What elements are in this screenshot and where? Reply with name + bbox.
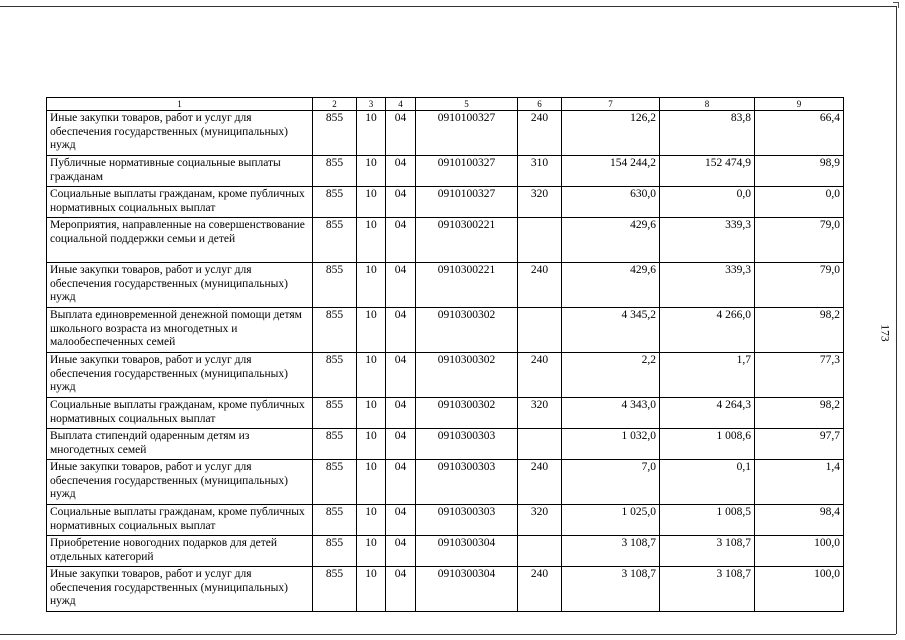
executed-amount-cell: 1 008,5 bbox=[660, 505, 755, 536]
table-row bbox=[47, 263, 844, 308]
description-cell: Иные закупки товаров, работ и услуг для обеспечения государственных (муниципальных) нужд bbox=[47, 567, 313, 612]
corner-mark bbox=[893, 2, 899, 8]
executed-amount-cell: 3 108,7 bbox=[660, 567, 755, 612]
expense-type-cell bbox=[518, 218, 562, 263]
execution-percent-cell: 97,7 bbox=[755, 429, 844, 460]
table-row bbox=[47, 156, 844, 187]
execution-percent-cell: 98,2 bbox=[755, 398, 844, 429]
subsection-code-cell: 04 bbox=[386, 111, 416, 156]
expense-type-cell: 240 bbox=[518, 353, 562, 398]
section-code-cell: 10 bbox=[357, 505, 386, 536]
column-header-7: 7 bbox=[562, 98, 660, 111]
section-code-cell: 10 bbox=[357, 353, 386, 398]
description-cell: Иные закупки товаров, работ и услуг для обеспечения государственных (муниципальных) нужд bbox=[47, 263, 313, 308]
page-number: 173 bbox=[878, 324, 891, 342]
table-row bbox=[47, 460, 844, 505]
description-cell: Социальные выплаты гражданам, кроме публичных нормативных социальных выплат bbox=[47, 187, 313, 218]
expense-type-cell: 320 bbox=[518, 505, 562, 536]
executed-amount-cell: 339,3 bbox=[660, 218, 755, 263]
column-header-6: 6 bbox=[518, 98, 562, 111]
column-header-4: 4 bbox=[386, 98, 416, 111]
target-article-cell: 0910300304 bbox=[416, 536, 518, 567]
page-border-right bbox=[896, 6, 897, 634]
expense-type-cell: 310 bbox=[518, 156, 562, 187]
executed-amount-cell: 83,8 bbox=[660, 111, 755, 156]
planned-amount-cell: 4 345,2 bbox=[562, 308, 660, 353]
column-header-2: 2 bbox=[313, 98, 357, 111]
section-code-cell: 10 bbox=[357, 156, 386, 187]
chapter-code-cell: 855 bbox=[313, 263, 357, 308]
description-cell: Социальные выплаты гражданам, кроме публичных нормативных социальных выплат bbox=[47, 398, 313, 429]
executed-amount-cell: 0,0 bbox=[660, 187, 755, 218]
executed-amount-cell: 3 108,7 bbox=[660, 536, 755, 567]
column-header-5: 5 bbox=[416, 98, 518, 111]
chapter-code-cell: 855 bbox=[313, 505, 357, 536]
chapter-code-cell: 855 bbox=[313, 187, 357, 218]
execution-percent-cell: 79,0 bbox=[755, 218, 844, 263]
target-article-cell: 0910300303 bbox=[416, 505, 518, 536]
description-cell: Иные закупки товаров, работ и услуг для обеспечения государственных (муниципальных) нужд bbox=[47, 460, 313, 505]
subsection-code-cell: 04 bbox=[386, 156, 416, 187]
table-row bbox=[47, 187, 844, 218]
expense-type-cell bbox=[518, 308, 562, 353]
description-cell: Социальные выплаты гражданам, кроме публичных нормативных социальных выплат bbox=[47, 505, 313, 536]
planned-amount-cell: 4 343,0 bbox=[562, 398, 660, 429]
expense-type-cell: 240 bbox=[518, 111, 562, 156]
chapter-code-cell: 855 bbox=[313, 308, 357, 353]
chapter-code-cell: 855 bbox=[313, 353, 357, 398]
target-article-cell: 0910300221 bbox=[416, 218, 518, 263]
planned-amount-cell: 429,6 bbox=[562, 218, 660, 263]
expense-type-cell: 320 bbox=[518, 187, 562, 218]
description-cell: Иные закупки товаров, работ и услуг для обеспечения государственных (муниципальных) нужд bbox=[47, 353, 313, 398]
table-row bbox=[47, 218, 844, 263]
section-code-cell: 10 bbox=[357, 308, 386, 353]
chapter-code-cell: 855 bbox=[313, 218, 357, 263]
subsection-code-cell: 04 bbox=[386, 536, 416, 567]
subsection-code-cell: 04 bbox=[386, 429, 416, 460]
table-row bbox=[47, 308, 844, 353]
planned-amount-cell: 630,0 bbox=[562, 187, 660, 218]
expense-type-cell bbox=[518, 536, 562, 567]
execution-percent-cell: 79,0 bbox=[755, 263, 844, 308]
execution-percent-cell: 66,4 bbox=[755, 111, 844, 156]
executed-amount-cell: 339,3 bbox=[660, 263, 755, 308]
subsection-code-cell: 04 bbox=[386, 308, 416, 353]
planned-amount-cell: 154 244,2 bbox=[562, 156, 660, 187]
section-code-cell: 10 bbox=[357, 263, 386, 308]
chapter-code-cell: 855 bbox=[313, 429, 357, 460]
subsection-code-cell: 04 bbox=[386, 263, 416, 308]
expense-type-cell: 320 bbox=[518, 398, 562, 429]
chapter-code-cell: 855 bbox=[313, 398, 357, 429]
expense-type-cell: 240 bbox=[518, 263, 562, 308]
description-cell: Иные закупки товаров, работ и услуг для обеспечения государственных (муниципальных) нужд bbox=[47, 111, 313, 156]
expense-type-cell: 240 bbox=[518, 460, 562, 505]
target-article-cell: 0910300302 bbox=[416, 308, 518, 353]
subsection-code-cell: 04 bbox=[386, 505, 416, 536]
description-cell: Выплата стипендий одаренным детям из многодетных семей bbox=[47, 429, 313, 460]
executed-amount-cell: 0,1 bbox=[660, 460, 755, 505]
execution-percent-cell: 98,4 bbox=[755, 505, 844, 536]
table-row bbox=[47, 353, 844, 398]
section-code-cell: 10 bbox=[357, 429, 386, 460]
chapter-code-cell: 855 bbox=[313, 111, 357, 156]
column-header-9: 9 bbox=[755, 98, 844, 111]
description-cell: Выплата единовременной денежной помощи детям школьного возраста из многодетных и малообеспеченных семей bbox=[47, 308, 313, 353]
subsection-code-cell: 04 bbox=[386, 567, 416, 612]
section-code-cell: 10 bbox=[357, 460, 386, 505]
table-row bbox=[47, 536, 844, 567]
column-header-3: 3 bbox=[357, 98, 386, 111]
target-article-cell: 0910100327 bbox=[416, 187, 518, 218]
planned-amount-cell: 1 025,0 bbox=[562, 505, 660, 536]
planned-amount-cell: 429,6 bbox=[562, 263, 660, 308]
execution-percent-cell: 100,0 bbox=[755, 536, 844, 567]
section-code-cell: 10 bbox=[357, 187, 386, 218]
column-header-8: 8 bbox=[660, 98, 755, 111]
execution-percent-cell: 77,3 bbox=[755, 353, 844, 398]
executed-amount-cell: 1,7 bbox=[660, 353, 755, 398]
planned-amount-cell: 2,2 bbox=[562, 353, 660, 398]
description-cell: Приобретение новогодних подарков для детей отдельных категорий bbox=[47, 536, 313, 567]
execution-percent-cell: 98,9 bbox=[755, 156, 844, 187]
table-row bbox=[47, 429, 844, 460]
target-article-cell: 0910300302 bbox=[416, 353, 518, 398]
subsection-code-cell: 04 bbox=[386, 187, 416, 218]
target-article-cell: 0910300302 bbox=[416, 398, 518, 429]
page-border-top bbox=[0, 6, 896, 7]
execution-percent-cell: 0,0 bbox=[755, 187, 844, 218]
execution-percent-cell: 100,0 bbox=[755, 567, 844, 612]
page-border-bottom bbox=[0, 634, 896, 635]
section-code-cell: 10 bbox=[357, 218, 386, 263]
chapter-code-cell: 855 bbox=[313, 536, 357, 567]
executed-amount-cell: 1 008,6 bbox=[660, 429, 755, 460]
target-article-cell: 0910300304 bbox=[416, 567, 518, 612]
execution-percent-cell: 1,4 bbox=[755, 460, 844, 505]
planned-amount-cell: 126,2 bbox=[562, 111, 660, 156]
section-code-cell: 10 bbox=[357, 536, 386, 567]
chapter-code-cell: 855 bbox=[313, 460, 357, 505]
table-row bbox=[47, 567, 844, 612]
table-body bbox=[47, 111, 844, 612]
execution-percent-cell: 98,2 bbox=[755, 308, 844, 353]
chapter-code-cell: 855 bbox=[313, 567, 357, 612]
planned-amount-cell: 1 032,0 bbox=[562, 429, 660, 460]
executed-amount-cell: 4 264,3 bbox=[660, 398, 755, 429]
executed-amount-cell: 152 474,9 bbox=[660, 156, 755, 187]
section-code-cell: 10 bbox=[357, 567, 386, 612]
column-header-1: 1 bbox=[47, 98, 313, 111]
table-row bbox=[47, 505, 844, 536]
section-code-cell: 10 bbox=[357, 398, 386, 429]
expense-type-cell bbox=[518, 429, 562, 460]
executed-amount-cell: 4 266,0 bbox=[660, 308, 755, 353]
budget-table bbox=[46, 97, 844, 612]
planned-amount-cell: 7,0 bbox=[562, 460, 660, 505]
target-article-cell: 0910300221 bbox=[416, 263, 518, 308]
target-article-cell: 0910100327 bbox=[416, 156, 518, 187]
subsection-code-cell: 04 bbox=[386, 218, 416, 263]
subsection-code-cell: 04 bbox=[386, 460, 416, 505]
planned-amount-cell: 3 108,7 bbox=[562, 567, 660, 612]
subsection-code-cell: 04 bbox=[386, 353, 416, 398]
section-code-cell: 10 bbox=[357, 111, 386, 156]
description-cell: Публичные нормативные социальные выплаты гражданам bbox=[47, 156, 313, 187]
target-article-cell: 0910100327 bbox=[416, 111, 518, 156]
table-row bbox=[47, 398, 844, 429]
target-article-cell: 0910300303 bbox=[416, 429, 518, 460]
planned-amount-cell: 3 108,7 bbox=[562, 536, 660, 567]
expense-type-cell: 240 bbox=[518, 567, 562, 612]
header-row bbox=[47, 98, 844, 111]
description-cell: Мероприятия, направленные на совершенствование социальной поддержки семьи и детей bbox=[47, 218, 313, 263]
subsection-code-cell: 04 bbox=[386, 398, 416, 429]
target-article-cell: 0910300303 bbox=[416, 460, 518, 505]
table-row bbox=[47, 111, 844, 156]
chapter-code-cell: 855 bbox=[313, 156, 357, 187]
